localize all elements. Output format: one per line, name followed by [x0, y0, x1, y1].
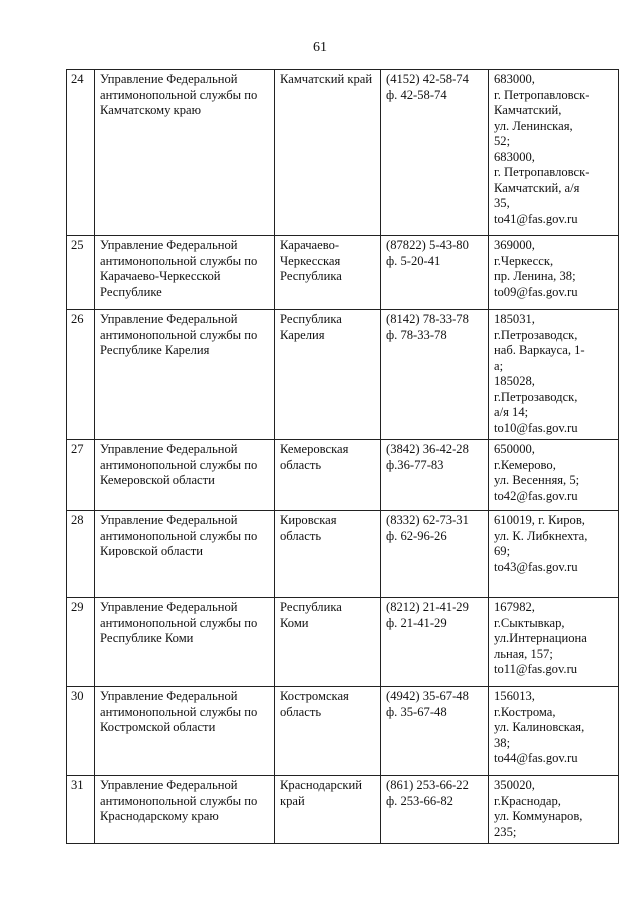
postal-address: 610019, г. Киров, ул. К. Либкнехта, 69; to43@fas.gov.ru: [489, 511, 619, 598]
phone-numbers: (87822) 5-43-80 ф. 5-20-41: [381, 236, 489, 310]
row-number: 25: [67, 236, 95, 310]
office-name: Управление Федеральной антимонопольной службы по Костромской области: [95, 687, 275, 776]
table-row: [67, 70, 619, 236]
row-number: 31: [67, 776, 95, 844]
region-name: Кировская область: [275, 511, 381, 598]
table-row: [67, 511, 619, 598]
fas-offices-table: [66, 69, 619, 844]
row-number: 27: [67, 440, 95, 511]
office-name: Управление Федеральной антимонопольной службы по Республике Карелия: [95, 310, 275, 440]
postal-address: 156013, г.Кострома, ул. Калиновская, 38; to44@fas.gov.ru: [489, 687, 619, 776]
table-row: [67, 440, 619, 511]
table-row: [67, 687, 619, 776]
row-number: 29: [67, 598, 95, 687]
phone-numbers: (861) 253-66-22 ф. 253-66-82: [381, 776, 489, 844]
phone-numbers: (4152) 42-58-74 ф. 42-58-74: [381, 70, 489, 236]
postal-address: 369000, г.Черкесск, пр. Ленина, 38; to09@fas.gov.ru: [489, 236, 619, 310]
postal-address: 185031, г.Петрозаводск, наб. Варкауса, 1- а; 185028, г.Петрозаводск, а/я 14; to10@fas.gov.ru: [489, 310, 619, 440]
table-row: [67, 598, 619, 687]
region-name: Краснодарский край: [275, 776, 381, 844]
region-name: Карачаево- Черкесская Республика: [275, 236, 381, 310]
region-name: Кемеровская область: [275, 440, 381, 511]
table-row: [67, 236, 619, 310]
phone-numbers: (8212) 21-41-29 ф. 21-41-29: [381, 598, 489, 687]
phone-numbers: (8332) 62-73-31 ф. 62-96-26: [381, 511, 489, 598]
page-number: 61: [313, 40, 327, 55]
row-number: 26: [67, 310, 95, 440]
office-name: Управление Федеральной антимонопольной службы по Кировской области: [95, 511, 275, 598]
row-number: 24: [67, 70, 95, 236]
region-name: Республика Карелия: [275, 310, 381, 440]
postal-address: 350020, г.Краснодар, ул. Коммунаров, 235;: [489, 776, 619, 844]
postal-address: 167982, г.Сыктывкар, ул.Интернациона льная, 157; to11@fas.gov.ru: [489, 598, 619, 687]
row-number: 30: [67, 687, 95, 776]
office-name: Управление Федеральной антимонопольной службы по Кемеровской области: [95, 440, 275, 511]
row-number: 28: [67, 511, 95, 598]
table-row: [67, 310, 619, 440]
office-name: Управление Федеральной антимонопольной службы по Республике Коми: [95, 598, 275, 687]
phone-numbers: (4942) 35-67-48 ф. 35-67-48: [381, 687, 489, 776]
region-name: Республика Коми: [275, 598, 381, 687]
postal-address: 650000, г.Кемерово, ул. Весенняя, 5; to42@fas.gov.ru: [489, 440, 619, 511]
table-row: [67, 776, 619, 844]
region-name: Костромская область: [275, 687, 381, 776]
office-name: Управление Федеральной антимонопольной службы по Карачаево-Черкесской Республике: [95, 236, 275, 310]
office-name: Управление Федеральной антимонопольной службы по Камчатскому краю: [95, 70, 275, 236]
phone-numbers: (8142) 78-33-78 ф. 78-33-78: [381, 310, 489, 440]
office-name: Управление Федеральной антимонопольной службы по Краснодарскому краю: [95, 776, 275, 844]
region-name: Камчатский край: [275, 70, 381, 236]
phone-numbers: (3842) 36-42-28 ф.36-77-83: [381, 440, 489, 511]
postal-address: 683000, г. Петропавловск- Камчатский, ул. Ленинская, 52; 683000, г. Петропавловск- Камчатский, а/я 35, to41@fas.gov.ru: [489, 70, 619, 236]
